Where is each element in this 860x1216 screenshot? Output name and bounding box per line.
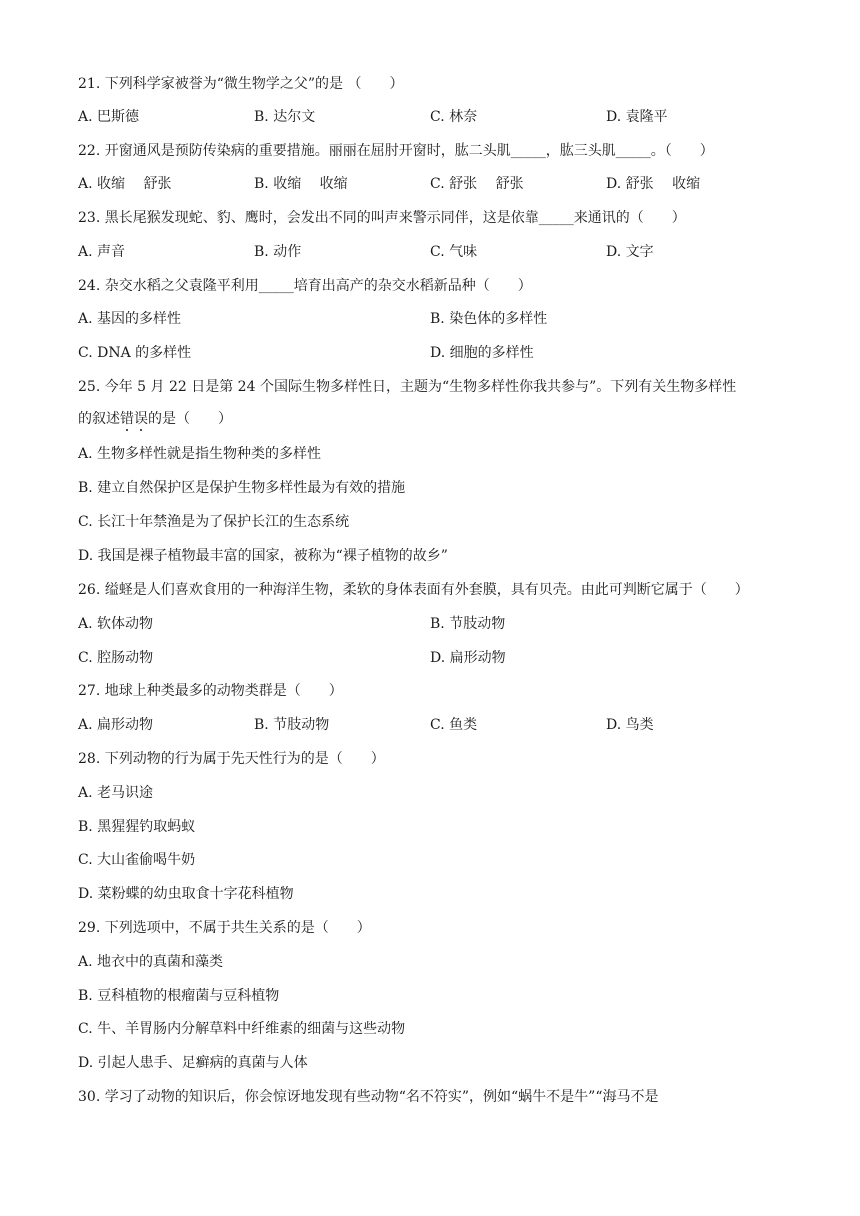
q22-option-b: B. 收缩 收缩 — [254, 176, 348, 192]
q21-option-c: C. 林奈 — [430, 109, 478, 125]
question-24-stem: 24. 杂交水稻之父袁隆平利用_____培育出高产的杂交水稻新品种（ ） — [78, 278, 532, 294]
question-21-stem: 21. 下列科学家被誉为“微生物学之父”的是 （ ） — [78, 76, 404, 92]
q21-option-a: A. 巴斯德 — [78, 109, 140, 125]
q21-option-b: B. 达尔文 — [254, 109, 316, 125]
q21-option-d: D. 袁隆平 — [606, 109, 668, 125]
q23-option-c: C. 气味 — [430, 244, 478, 260]
q28-option-b: B. 黑猩猩钓取蚂蚁 — [78, 819, 196, 835]
question-25-stem-line2 — [78, 409, 232, 429]
q27-option-c: C. 鱼类 — [430, 717, 478, 733]
question-25-stem: 25. 今年 5 月 22 日是第 24 个国际生物多样性日，主题为“生物多样性你我共参与”。下列有关生物多样性 — [78, 379, 737, 395]
question-26-stem: 26. 缢蛏是人们喜欢食用的一种海洋生物，柔软的身体表面有外套膜，具有贝壳。由此可判断它属于（ ） — [78, 582, 749, 598]
q25-option-c: C. 长江十年禁渔是为了保护长江的生态系统 — [78, 514, 350, 530]
question-29-stem: 29. 下列选项中，不属于共生关系的是（ ） — [78, 920, 371, 936]
q29-option-b: B. 豆科植物的根瘤菌与豆科植物 — [78, 988, 280, 1004]
q23-option-a: A. 声音 — [78, 244, 126, 260]
question-22-stem: 22. 开窗通风是预防传染病的重要措施。丽丽在屈肘开窗时，肱二头肌_____，肱三头肌_____。（ ） — [78, 143, 714, 159]
question-28-stem: 28. 下列动物的行为属于先天性行为的是（ ） — [78, 751, 385, 767]
q25-stem-part: 的是（ ） — [148, 411, 232, 427]
q29-option-c: C. 牛、羊胃肠内分解草料中纤维素的细菌与这些动物 — [78, 1021, 406, 1037]
q25-option-a: A. 生物多样性就是指生物种类的多样性 — [78, 446, 322, 462]
q25-option-b: B. 建立自然保护区是保护生物多样性最为有效的措施 — [78, 480, 406, 496]
q28-option-c: C. 大山雀偷喝牛奶 — [78, 852, 196, 868]
q25-stem-part: 的叙述 — [78, 411, 120, 427]
q26-option-a: A. 软体动物 — [78, 616, 154, 632]
q23-option-d: D. 文字 — [606, 244, 654, 260]
q27-option-b: B. 节肢动物 — [254, 717, 330, 733]
q27-option-a: A. 扁形动物 — [78, 717, 154, 733]
q29-option-d: D. 引起人患手、足癣病的真菌与人体 — [78, 1055, 308, 1071]
question-23-stem: 23. 黑长尾猴发现蛇、豹、鹰时，会发出不同的叫声来警示同伴，这是依靠_____来通讯的（ ） — [78, 210, 686, 226]
question-30-stem: 30. 学习了动物的知识后，你会惊讶地发现有些动物“名不符实”，例如“蜗牛不是牛”“海马不是 — [78, 1089, 659, 1105]
q25-option-d: D. 我国是裸子植物最丰富的国家，被称为“裸子植物的故乡” — [78, 548, 448, 564]
q29-option-a: A. 地衣中的真菌和藻类 — [78, 954, 224, 970]
q22-option-d: D. 舒张 收缩 — [606, 176, 701, 192]
q27-option-d: D. 鸟类 — [606, 717, 654, 733]
q28-option-a: A. 老马识途 — [78, 785, 154, 801]
q26-option-d: D. 扁形动物 — [430, 650, 506, 666]
q22-option-c: C. 舒张 舒张 — [430, 176, 524, 192]
q22-option-a: A. 收缩 舒张 — [78, 176, 172, 192]
q23-option-b: B. 动作 — [254, 244, 302, 260]
q28-option-d: D. 菜粉蝶的幼虫取食十字花科植物 — [78, 886, 294, 902]
q26-option-b: B. 节肢动物 — [430, 616, 506, 632]
q24-option-d: D. 细胞的多样性 — [430, 345, 534, 361]
question-27-stem: 27. 地球上种类最多的动物类群是（ ） — [78, 683, 343, 699]
q26-option-c: C. 腔肠动物 — [78, 650, 154, 666]
q24-option-b: B. 染色体的多样性 — [430, 311, 548, 327]
q24-option-c: C. DNA 的多样性 — [78, 345, 192, 361]
emphasis-char: 错 — [120, 411, 134, 427]
q24-option-a: A. 基因的多样性 — [78, 311, 182, 327]
emphasis-char: 误 — [134, 411, 148, 427]
